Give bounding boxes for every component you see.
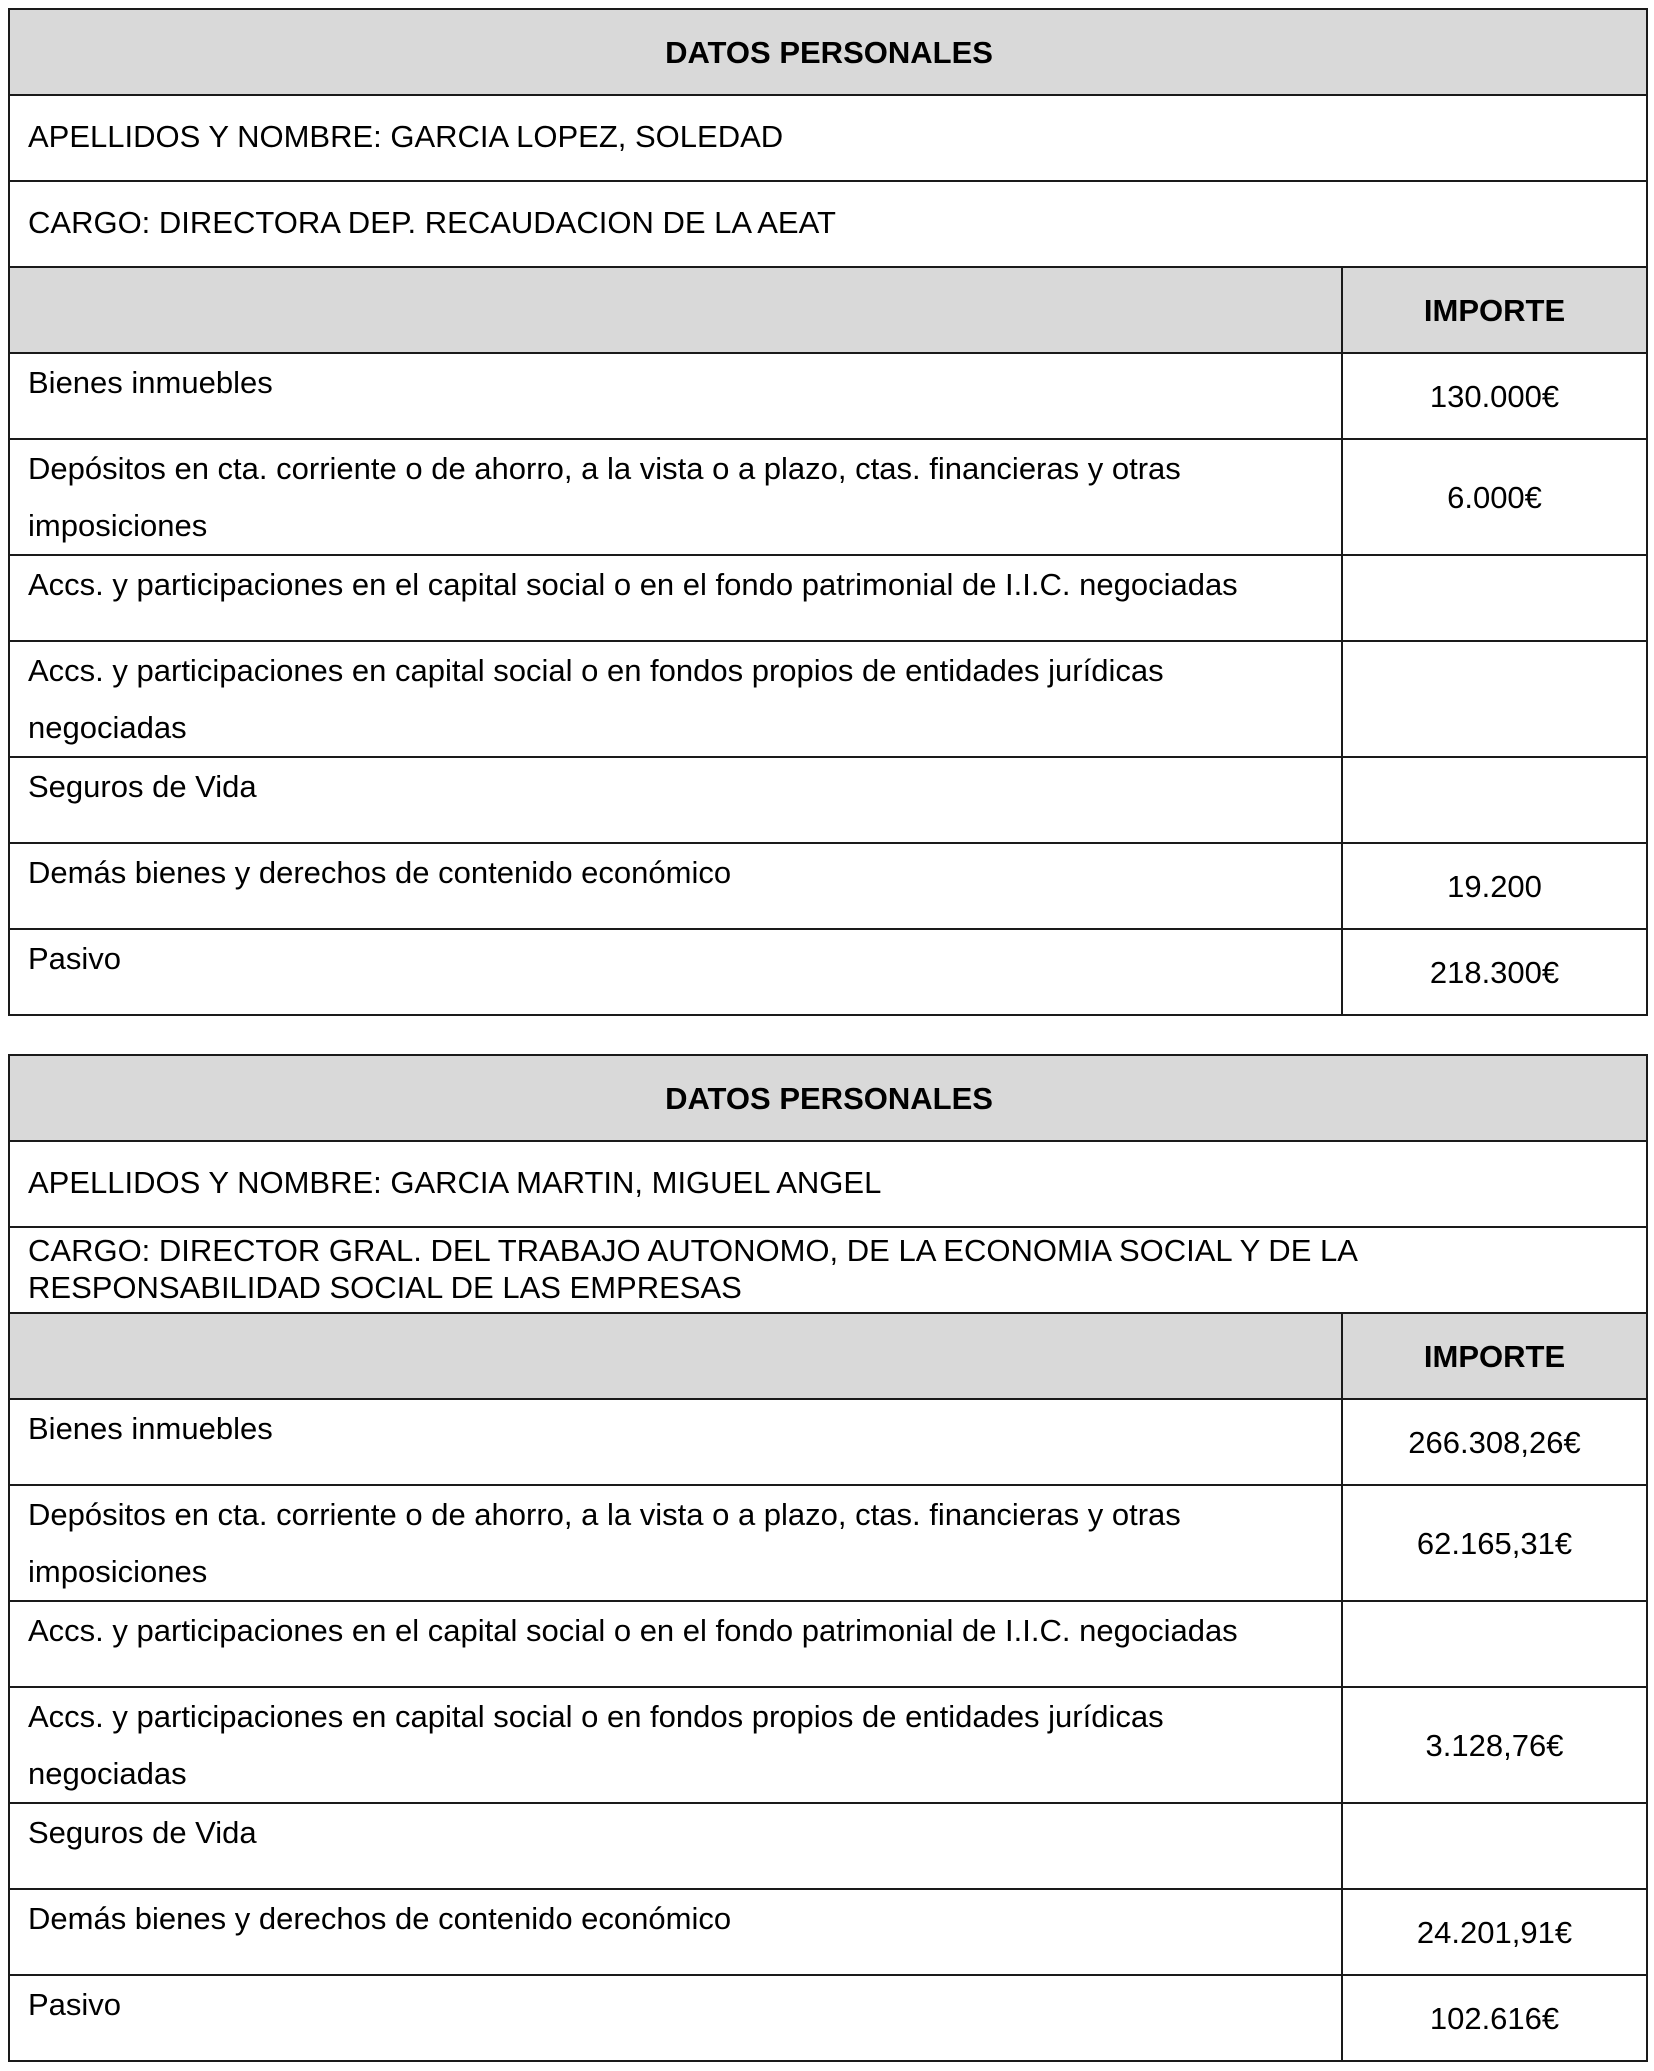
asset-label: Seguros de Vida bbox=[9, 1803, 1342, 1889]
asset-row bbox=[9, 1399, 1647, 1485]
asset-label: Accs. y participaciones en el capital social o en el fondo patrimonial de I.I.C. negociadas bbox=[9, 555, 1342, 641]
asset-row bbox=[9, 439, 1647, 555]
asset-row bbox=[9, 555, 1647, 641]
asset-row bbox=[9, 1687, 1647, 1803]
asset-amount bbox=[1342, 1601, 1647, 1687]
asset-amount bbox=[1342, 555, 1647, 641]
asset-label: Pasivo bbox=[9, 1975, 1342, 2061]
empty-header-cell bbox=[9, 1313, 1342, 1399]
asset-amount: 6.000€ bbox=[1342, 439, 1647, 555]
name-line: APELLIDOS Y NOMBRE: GARCIA MARTIN, MIGUEL ANGEL bbox=[9, 1141, 1647, 1227]
asset-label: Accs. y participaciones en capital social o en fondos propios de entidades jurídicas negociadas bbox=[9, 641, 1342, 757]
asset-label: Bienes inmuebles bbox=[9, 1399, 1342, 1485]
cargo-row bbox=[9, 181, 1647, 267]
asset-label: Depósitos en cta. corriente o de ahorro, a la vista o a plazo, ctas. financieras y otras imposiciones bbox=[9, 439, 1342, 555]
asset-row bbox=[9, 843, 1647, 929]
asset-label: Pasivo bbox=[9, 929, 1342, 1015]
asset-row bbox=[9, 353, 1647, 439]
name-line: APELLIDOS Y NOMBRE: GARCIA LOPEZ, SOLEDAD bbox=[9, 95, 1647, 181]
cargo-line: CARGO: DIRECTORA DEP. RECAUDACION DE LA AEAT bbox=[9, 181, 1647, 267]
asset-amount bbox=[1342, 1803, 1647, 1889]
asset-row bbox=[9, 1601, 1647, 1687]
asset-row bbox=[9, 1485, 1647, 1601]
asset-amount: 19.200 bbox=[1342, 843, 1647, 929]
asset-label: Accs. y participaciones en capital social o en fondos propios de entidades jurídicas negociadas bbox=[9, 1687, 1342, 1803]
section-title: DATOS PERSONALES bbox=[9, 9, 1647, 95]
asset-declaration-table bbox=[8, 8, 1648, 1016]
asset-amount: 24.201,91€ bbox=[1342, 1889, 1647, 1975]
amount-header: IMPORTE bbox=[1342, 267, 1647, 353]
asset-amount: 62.165,31€ bbox=[1342, 1485, 1647, 1601]
asset-amount: 218.300€ bbox=[1342, 929, 1647, 1015]
asset-label: Demás bienes y derechos de contenido económico bbox=[9, 843, 1342, 929]
cargo-row bbox=[9, 1227, 1647, 1313]
empty-header-cell bbox=[9, 267, 1342, 353]
asset-row bbox=[9, 1889, 1647, 1975]
section-title: DATOS PERSONALES bbox=[9, 1055, 1647, 1141]
asset-row bbox=[9, 929, 1647, 1015]
cargo-line: CARGO: DIRECTOR GRAL. DEL TRABAJO AUTONOMO, DE LA ECONOMIA SOCIAL Y DE LA RESPONSABILIDAD SOCIAL DE LAS EMPRESAS bbox=[9, 1227, 1647, 1313]
asset-amount: 102.616€ bbox=[1342, 1975, 1647, 2061]
asset-amount: 266.308,26€ bbox=[1342, 1399, 1647, 1485]
name-row bbox=[9, 95, 1647, 181]
asset-amount: 3.128,76€ bbox=[1342, 1687, 1647, 1803]
section-header-row bbox=[9, 9, 1647, 95]
asset-declaration-table bbox=[8, 1054, 1648, 2062]
asset-amount bbox=[1342, 757, 1647, 843]
asset-row bbox=[9, 641, 1647, 757]
amount-header: IMPORTE bbox=[1342, 1313, 1647, 1399]
asset-amount: 130.000€ bbox=[1342, 353, 1647, 439]
asset-label: Seguros de Vida bbox=[9, 757, 1342, 843]
asset-label: Depósitos en cta. corriente o de ahorro, a la vista o a plazo, ctas. financieras y otras imposiciones bbox=[9, 1485, 1342, 1601]
asset-label: Demás bienes y derechos de contenido económico bbox=[9, 1889, 1342, 1975]
asset-amount bbox=[1342, 641, 1647, 757]
asset-label: Bienes inmuebles bbox=[9, 353, 1342, 439]
name-row bbox=[9, 1141, 1647, 1227]
column-header-row bbox=[9, 267, 1647, 353]
asset-label: Accs. y participaciones en el capital social o en el fondo patrimonial de I.I.C. negociadas bbox=[9, 1601, 1342, 1687]
section-header-row bbox=[9, 1055, 1647, 1141]
asset-row bbox=[9, 1803, 1647, 1889]
asset-row bbox=[9, 757, 1647, 843]
column-header-row bbox=[9, 1313, 1647, 1399]
asset-row bbox=[9, 1975, 1647, 2061]
